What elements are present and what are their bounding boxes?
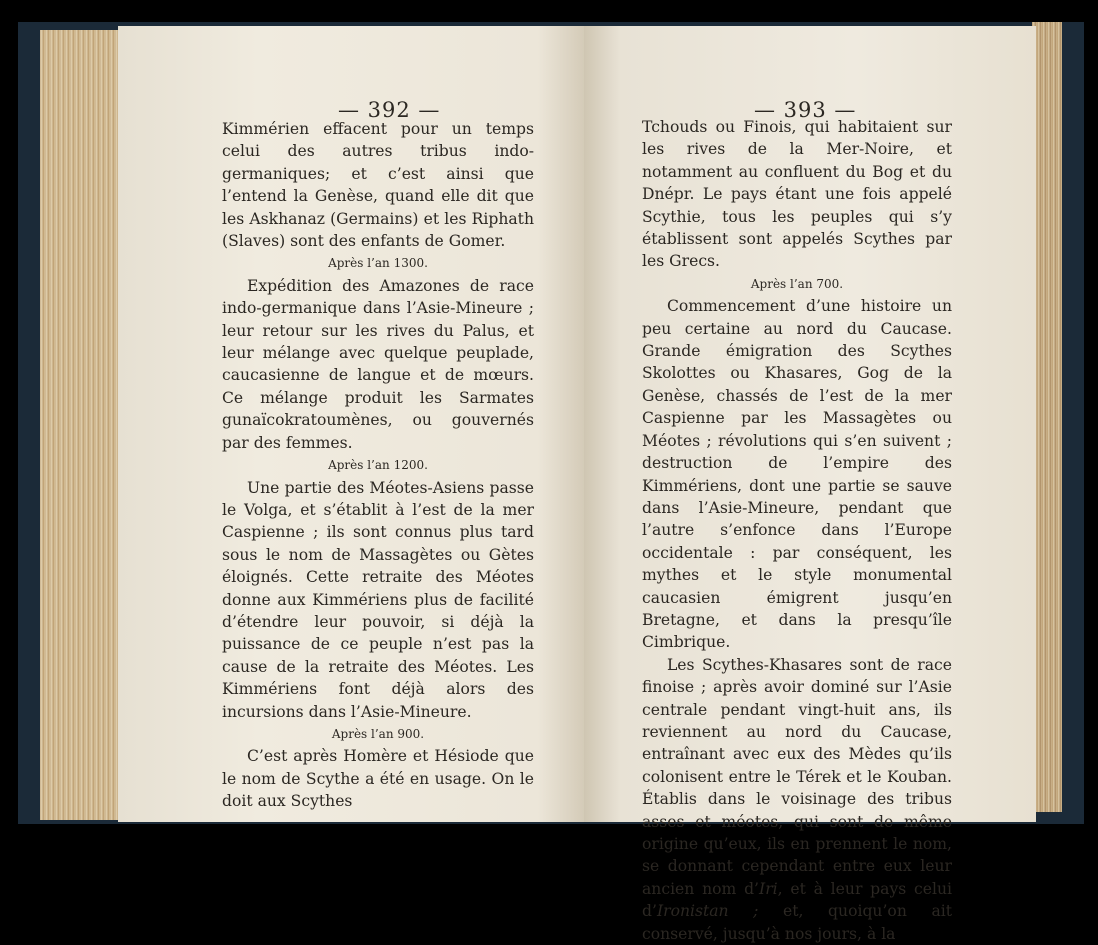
- section-date: Après l’an 700.: [750, 276, 844, 291]
- section-date: Après l’an 1200.: [328, 458, 428, 473]
- left-page-text: [222, 118, 534, 813]
- right-page: [584, 26, 1036, 943]
- text-run: Les Scythes-Khasares sont de race finoise ; après avoir dominé sur l’Asie centrale pendant vingt-huit ans, ils reviennent au nord du Caucase, entraînant avec eux des Mèdes qu’ils colonisent entre le Térek et le Kouban. Établis dans le voisinage des tribus asses et méotes, qui sont de même origine qu’eux, ils en prennent le nom, se donnant cependant entre eux leur ancien nom d’: [642, 655, 952, 898]
- paragraph: Expédition des Amazones de race indo-germanique dans l’Asie-Mineure ; leur retour sur les rives du Palus, et leur mélange avec quelque peuplade, caucasienne de langue et de mœurs. Ce mélange produit les Sarmates gunaïcokratoumènes, ou gouvernés par des femmes.: [222, 276, 534, 452]
- paragraph: Tchouds ou Finois, qui habitaient sur les rives de la Mer-Noire, et notamment au confluent du Bog et du Dnépr. Le pays étant une fois appelé Scythie, tous les peuples qui s’y établissent sont appelés Scythes par les Grecs.: [642, 118, 952, 271]
- italic-term: Iri: [759, 879, 778, 898]
- paragraph: Commencement d’une histoire un peu certaine au nord du Caucase. Grande émigration des Scythes Skolottes ou Khasares, Gog de la Genèse, chassés de l’est de la mer Caspienne par les Massagètes ou Méotes ; révolutions qui s’en suivent ; destruction de l’empire des Kimmériens, dont une partie se sauve dans l’Asie-Mineure, pendant que l’autre s’enfonce dans l’Europe occidentale : par conséquent, les mythes et le style monumental caucasien émigrent jusqu’en Bretagne, et dans la presqu’île Cimbrique.: [642, 297, 952, 652]
- text-run: , et à leur pays celui d’: [642, 879, 952, 921]
- page-number: — 393 —: [754, 98, 857, 122]
- section-date: Après l’an 900.: [331, 726, 425, 741]
- section-date: Après l’an 1300.: [328, 256, 428, 271]
- text-run: et, quoiqu’on ait conservé, jusqu’à nos jours, à la: [642, 902, 952, 943]
- paragraph: Kimmérien effacent pour un temps celui des autres tribus indo-germaniques; et c’est ainsi que l’entend la Genèse, quand elle dit que les Askhanaz (Germains) et les Riphath (Slaves) sont des enfants de Gomer.: [222, 120, 534, 251]
- italic-term: Ironistan ;: [656, 902, 759, 921]
- page-number: — 392 —: [338, 98, 441, 122]
- right-page-edges: [1032, 22, 1062, 812]
- right-page-text: [642, 116, 952, 945]
- paragraph: [642, 654, 952, 945]
- left-page-edges: [40, 30, 130, 820]
- left-page: [118, 26, 584, 822]
- paragraph: Une partie des Méotes-Asiens passe le Volga, et s’établit à l’est de la mer Caspienne ; ils sont connus plus tard sous le nom de Massagètes ou Gètes éloignés. Cette retraite des Méotes donne aux Kimmériens plus de facilité d’étendre leur pouvoir, si déjà la puissance de ce peuple n’est pas la cause de la retraite des Méotes. Les Kimmériens font déjà alors des incursions dans l’Asie-Mineure.: [222, 478, 534, 721]
- paragraph: C’est après Homère et Hésiode que le nom de Scythe a été en usage. On le doit aux Scythes: [222, 747, 534, 811]
